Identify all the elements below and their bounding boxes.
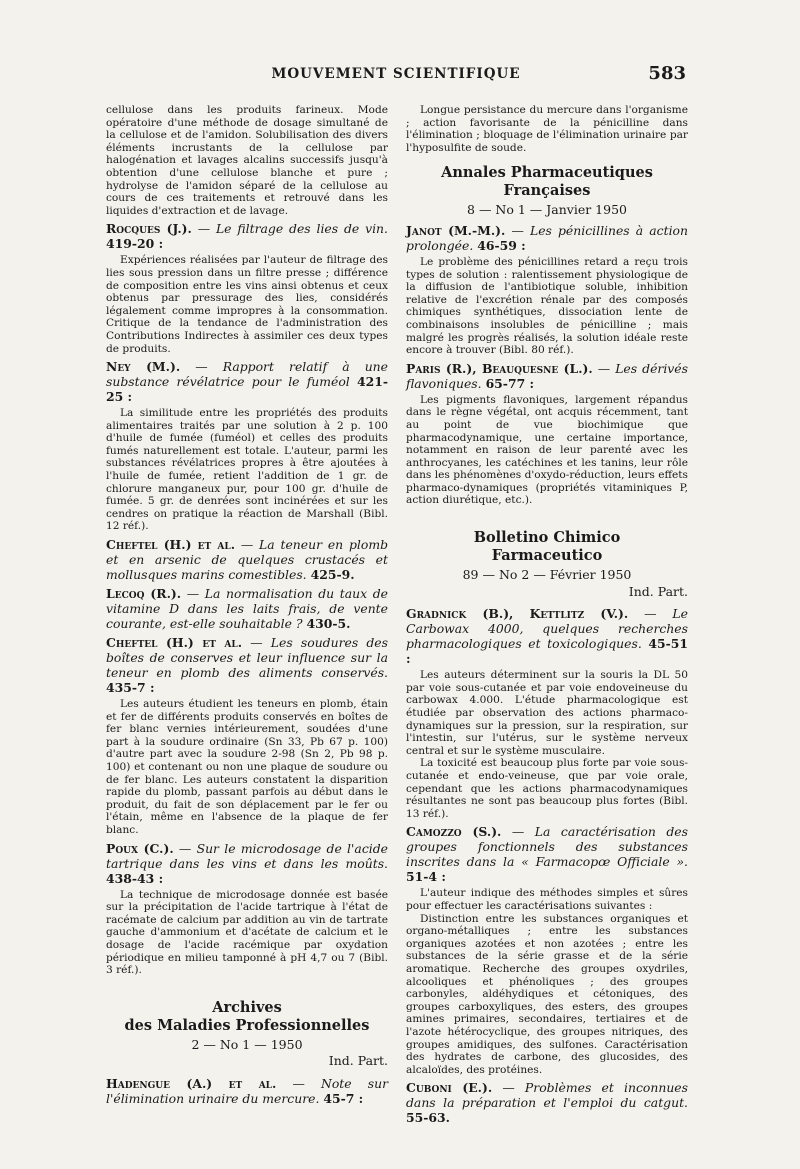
entry-title: — Le filtrage des lies de vin. (197, 221, 388, 237)
entry-heading (106, 1076, 388, 1106)
entry-paris (406, 361, 688, 507)
entry-author: Poux (C.). (106, 840, 174, 856)
entry-heading (406, 606, 688, 666)
entry-camozzo (406, 824, 688, 1076)
entry-title: — La teneur en plomb et en arsenic de quelques crustacés et mollusques marins comestibles. (106, 537, 388, 583)
entry-pages: 51-4 : (406, 869, 446, 885)
continued-abstract: cellulose dans les produits farineux. Mode opératoire d'une méthode de dosage simultané de la cellulose et de l'amidon. Solubilisation des divers éléments incrustants de la cellulose par halogénation et lavages alcalins successifs jusqu'à obtention d'une cellulose blanche et pure ; hydrolyse de l'amidon séparé de la cellulose au cours de ces traitements et retrouvé dans les liquides d'extraction et de lavage. (106, 104, 388, 217)
entry-janot (406, 223, 688, 357)
entry-author: Gradnick (B.), Kettlitz (V.). (406, 606, 629, 622)
entry-title: — Le Carbowax 4000, quelques recherches pharmacologiques et toxicologiques. (406, 606, 688, 652)
entry-title: — Note sur l'élimination urinaire du mercure. (106, 1075, 388, 1106)
entry-heading (406, 1080, 688, 1125)
page-number: 583 (648, 63, 686, 84)
entry-abstract: La technique de microdosage donnée est basée sur la précipitation de l'acide tartrique à l'état de racémate de calcium par addition au vin de tartrate gauche d'ammonium et d'acétate de calcium et le dosage de l'acide racémique par oxydation périodique en milieu tamponné à pH 4,7 ou 7 (Bibl. 3 réf.). (106, 888, 388, 977)
entry-pages: 435-7 : (106, 680, 155, 696)
entry-abstract: Distinction entre les substances organiques et organo-métalliques ; entre les substances organiques azotées et non azotées ; entre les substances de la série grasse et de la série aromatique. Recherche des groupes oxydriles, alcooliques et phénoliques ; des groupes carbonyles, aldéhydiques et cétoniques, des groupes carboxyliques, des esters, des groupes amines primaires, secondaires, tertiaires et de l'azote hétérocyclique, des groupes nitriques, des groupes amidiques, des sulfones. Caractérisation des hydrates de carbone, des glucosides, des alcaloïdes, des protéines. (406, 912, 688, 1076)
journal-issue: 2 — No 1 — 1950 (191, 1036, 303, 1052)
entry-heading (406, 824, 688, 884)
entry-abstract: Le problème des pénicillines retard a reçu trois types de solution : ralentissement physiologique de la diffusion de l'antibiotique soluble, inhibition relative de l'excrétion rénale par des composés chimiques synthétiques, dissociation lente de combinaisons insolubles de pénicilline ; mais malgré les progrès réalisés, la solution idéale reste encore à trouver (Bibl. 80 réf.). (406, 255, 688, 357)
entry-pages: 45-7 : (323, 1090, 364, 1106)
entry-ney (106, 359, 388, 533)
entry-abstract: Les auteurs déterminent sur la souris la DL 50 par voie sous-cutanée et par voie endoveineuse du carbowax 4.000. L'étude pharmacologique est étudiée par observation des actions pharmaco-dynamiques sur la pression, sur la respiration, sur l'intestin, sur l'utérus, sur le système nerveux central et sur le système musculaire. (406, 669, 688, 757)
entry-heading (106, 635, 388, 695)
entry-pages: 421-25 : (106, 374, 388, 405)
entry-heading (406, 223, 688, 253)
entry-abstract: La toxicité est beaucoup plus forte par voie sous-cutanée et endo-veineuse, que par voie orale, cependant que les actions pharmacodynamiques résultantes ne sont pas beaucoup plus fortes (Bibl. 13 réf.). (406, 757, 688, 820)
page-header (106, 63, 686, 88)
entry-heading (106, 537, 388, 582)
journal-heading (406, 164, 688, 200)
running-title: MOUVEMENT SCIENTIFIQUE (271, 66, 521, 82)
entry-author: Cheftel (H.) et al. (106, 635, 243, 651)
right-column (406, 104, 688, 1128)
entry-abstract: L'auteur indique des méthodes simples et sûres pour effectuer les caractérisations suivantes : (406, 887, 688, 912)
entry-abstract: Les pigments flavoniques, largement répandus dans le règne végétal, ont acquis récemment, tant au point de vue biochimique que pharmacodynamique, une certaine importance, notamment en raison de leur parenté avec les anthrocyanes, les catéchines et les tanins, leur rôle dans les phénomènes d'oxydo-réduction, leurs effets pharmaco-dynamiques (propriétés vitaminiques P, action diurétique, etc.). (406, 393, 688, 507)
entry-pages: 419-20 : (106, 236, 164, 252)
entry-pages: 45-51 : (406, 636, 688, 667)
entry-author: Hadengue (A.) et al. (106, 1075, 277, 1091)
journal-heading (106, 999, 388, 1035)
entry-author: Rocques (J.). (106, 221, 192, 237)
ind-part-label: Ind. Part. (628, 583, 688, 599)
entry-author: Camozzo (S.). (406, 824, 502, 840)
journal-name-line: Bolletino Chimico (473, 529, 621, 547)
journal-name-line: Farmaceutico (491, 547, 603, 565)
entry-pages: 430-5. (306, 616, 351, 632)
entry-cheftel-2 (106, 635, 388, 837)
entry-hadengue (106, 1076, 388, 1106)
entry-title: — Les pénicillines à action prolongée. (406, 222, 688, 253)
journal-name-line: Archives (212, 998, 282, 1016)
entry-title: — La caractérisation des groupes fonctionnels des substances inscrites dans la « Farmacopœ Officiale ». (406, 824, 688, 870)
entry-title: — Les soudures des boîtes de conserves et leur influence sur la teneur en plomb des aliments conservés. (106, 635, 388, 681)
entry-lecoq (106, 586, 388, 631)
journal-heading (406, 529, 688, 565)
entry-abstract: La similitude entre les propriétés des produits alimentaires traités par une solution à 2 p. 100 d'huile de fumée (fuméol) et celles des produits fumés naturellement est totale. L'auteur, parmi les substances révélatrices propres à être ajoutées à l'huile de fumée, retient l'addition de 1 gr. de chlorure manganeux pur, pour 100 gr. d'huile de fumée. 5 gr. de denrées sont incinérées et sur les cendres on pratique la réaction de Marshall (Bibl. 12 réf.). (106, 407, 388, 533)
entry-gradnick (406, 606, 688, 820)
entry-poux (106, 841, 388, 977)
entry-author: Janot (M.-M.). (406, 222, 506, 238)
entry-title: — Sur le microdosage de l'acide tartrique dans les vins et dans les moûts. (106, 840, 388, 871)
entry-title: — Les dérivés flavoniques. (406, 360, 688, 391)
entry-pages: 425-9. (310, 567, 355, 583)
entry-author: Cheftel (H.) et al. (106, 537, 236, 553)
entry-author: Lecoq (R.). (106, 586, 182, 602)
entry-pages: 438-43 : (106, 870, 164, 886)
entry-heading (406, 361, 688, 391)
entry-cuboni (406, 1080, 688, 1125)
entry-rocques (106, 221, 388, 355)
entry-heading (106, 586, 388, 631)
entry-title: — Problèmes et inconnues dans la préparation et l'emploi du catgut. (406, 1080, 688, 1111)
entry-abstract: Les auteurs étudient les teneurs en plomb, étain et fer de différents produits conservés en boîtes de fer blanc vernies intérieurement, soudées d'une part à la soudure ordinaire (Sn 33, Pb 67 p. 100) d'autre part avec la soudure 2-98 (Sn 2, Pb 98 p. 100) et contenant ou non une plaque de soudure ou de fer blanc. Les auteurs constatent la disparition rapide du plomb, passant parfois au début dans le produit, du fait de son déplacement par le fer ou l'étain, même en l'absence de la plaque de fer blanc. (106, 698, 388, 836)
entry-author: Ney (M.). (106, 359, 181, 375)
journal-issue: 8 — No 1 — Janvier 1950 (467, 202, 627, 218)
entry-heading (106, 359, 388, 404)
entry-pages: 65-77 : (485, 375, 535, 391)
journal-name: Annales Pharmaceutiques Françaises (441, 164, 653, 200)
continued-abstract: Longue persistance du mercure dans l'organisme ; action favorisante de la pénicilline dans l'élimination ; bloquage de l'élimination urinaire par l'hyposulfite de soude. (406, 104, 688, 154)
ind-part-label: Ind. Part. (328, 1053, 388, 1069)
entry-title: — La normalisation du taux de vitamine D dans les laits frais, de vente courante, est-elle souhaitable ? (106, 586, 388, 632)
entry-heading (106, 221, 388, 251)
entry-author: Cuboni (E.). (406, 1080, 493, 1096)
entry-heading (106, 841, 388, 886)
entry-abstract: Expériences réalisées par l'auteur de filtrage des lies sous pression dans un filtre presse ; différence de composition entre les vins ainsi obtenus et ceux obtenus par pressurage des lies, considérés légalement comme impropres à la consommation. Critique de la tendance de l'administration des Contributions Indirectes à assimiler ces deux types de produits. (106, 254, 388, 355)
journal-issue: 89 — No 2 — Février 1950 (462, 567, 632, 583)
entry-author: Paris (R.), Beauquesne (L.). (406, 360, 593, 376)
entry-cheftel-1 (106, 537, 388, 582)
entry-pages: 55-63. (406, 1110, 450, 1126)
entry-title: — Rapport relatif à une substance révélatrice pour le fuméol (106, 359, 388, 390)
journal-name-line: des Maladies Professionnelles (124, 1016, 370, 1034)
left-column (106, 104, 388, 1109)
entry-pages: 46-59 : (477, 237, 526, 253)
